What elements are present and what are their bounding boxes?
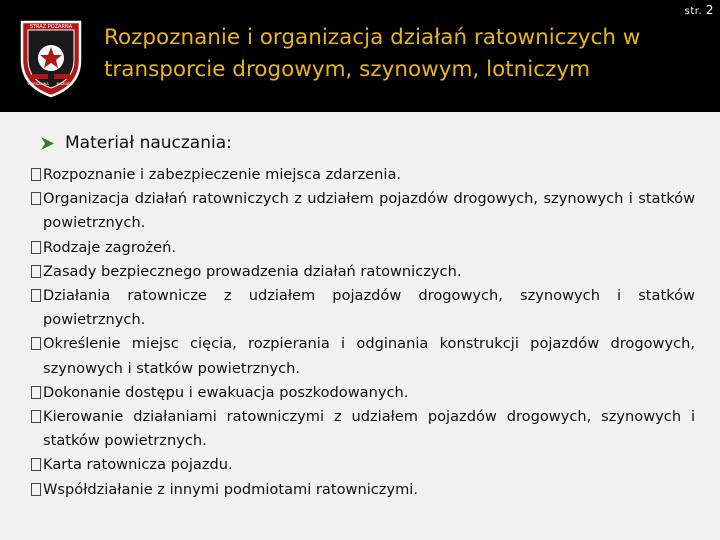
- list-item-text: Dokonanie dostępu i ewakuacja poszkodowanych.: [43, 383, 409, 401]
- list-item: [31, 478, 695, 502]
- list-item-text: Współdziałanie z innymi podmiotami ratowniczymi.: [43, 480, 418, 498]
- list-item-text: Rozpoznanie i zabezpieczenie miejsca zdarzenia.: [43, 166, 402, 183]
- list-item-line: szynowych i statków powietrznych.: [43, 408, 695, 450]
- box-bullet-icon: [31, 458, 41, 471]
- box-bullet-icon: [31, 241, 41, 254]
- slide-title-line-2: transporcie drogowym, szynowym, lotniczym: [104, 57, 591, 82]
- slide-title: [104, 22, 694, 86]
- list-item-text: Zasady bezpiecznego prowadzenia działań ratowniczych.: [43, 262, 462, 280]
- list-item-line: Organizacja działań ratowniczych z udziałem pojazdów drogowych, szynowych i: [43, 190, 633, 208]
- list-item: [31, 236, 695, 260]
- page-number-value: 2: [705, 3, 714, 17]
- list-item-line: statków powietrznych.: [43, 190, 696, 232]
- page-number: [685, 3, 714, 17]
- list-item-line: Określenie miejsc cięcia, rozpierania i odginania konstrukcji pojazdów: [43, 335, 600, 353]
- header-bar: [0, 0, 720, 112]
- box-bullet-icon: [31, 168, 41, 181]
- list-item: [31, 332, 695, 380]
- box-bullet-icon: [31, 410, 41, 423]
- list-item-line: powietrznych.: [43, 311, 146, 329]
- list-item: [31, 284, 695, 332]
- emblem-top-text: STRAŻ POŻARNA: [29, 24, 73, 30]
- list-item-text: Karta ratownicza pojazdu.: [43, 456, 233, 474]
- emblem-left-text: WARSZAWA: [27, 82, 49, 86]
- list-item: [31, 405, 695, 453]
- list-item: [31, 260, 695, 284]
- fire-brigade-emblem-icon: [18, 16, 84, 98]
- box-bullet-icon: [31, 386, 41, 399]
- list-item: [31, 381, 695, 405]
- box-bullet-icon: [31, 265, 41, 278]
- list-item: [31, 453, 695, 477]
- list-item: [31, 187, 695, 235]
- page-number-label: str.: [684, 6, 703, 17]
- arrow-bullet-icon: [40, 136, 55, 151]
- section-heading: [40, 133, 232, 153]
- slide-title-line-1: Rozpoznanie i organizacja działań ratowniczych w: [104, 25, 641, 50]
- box-bullet-icon: [31, 337, 41, 350]
- list-item-text: Rodzaje zagrożeń.: [43, 238, 176, 256]
- list-item-line: drogowych, szynowych i statków powietrznych.: [43, 335, 696, 377]
- list-item-text: [43, 187, 695, 235]
- list-item-text: [43, 332, 695, 380]
- list-item-text: [43, 405, 695, 453]
- emblem-right-text: MAZURY: [56, 82, 72, 86]
- box-bullet-icon: [31, 483, 41, 496]
- box-bullet-icon: [31, 192, 41, 205]
- topic-list: [31, 163, 695, 502]
- box-bullet-icon: [31, 289, 41, 302]
- list-item-line: Działania ratownicze z udziałem pojazdów drogowych, szynowych i statków: [43, 287, 695, 305]
- list-item-line: Kierowanie działaniami ratowniczymi z udziałem pojazdów drogowych,: [43, 408, 592, 426]
- section-label: Materiał nauczania:: [65, 133, 232, 153]
- list-item-text: [43, 284, 695, 332]
- list-item: [31, 163, 695, 187]
